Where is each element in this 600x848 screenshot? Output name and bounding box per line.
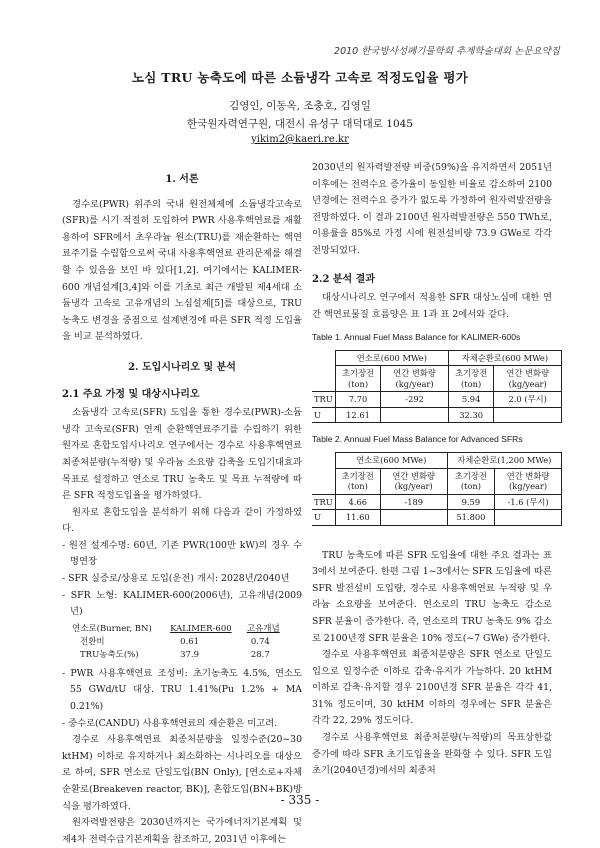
section-2-2-heading: 2.2 분석 결과 [312,273,376,285]
table-cell: 자체순환로(1,200 MWe) [447,453,561,469]
table-cell: 37.9 [180,649,200,660]
reactor-type-table [70,623,288,662]
table-cell [381,407,449,423]
table-cell: 고유개념 [246,623,280,634]
section-2-heading: 2. 도입시나리오 및 분석 [128,361,236,373]
table-cell [312,366,335,392]
table-cell: 4.66 [335,494,380,510]
table-cell: 0.74 [250,636,270,647]
section-2-1-paragraph-2: 원자로 혼합도입을 분석하기 위해 다음과 같이 가정하였다. [62,506,302,535]
section-2-1-paragraph-4: 원자력발전량은 2030년까지는 국가에너지기본계획 및 제4차 전력수급기본계획을 참조하고, 2031년 이후에는 [62,817,302,845]
table-1-caption: Table 1. Annual Fuel Mass Balance for KALIMER-600s [312,332,521,343]
table-cell: TRU [312,494,335,510]
section-2-1-heading: 2.1 주요 가정 및 대상시나리오 [62,388,200,400]
table-row [312,453,562,469]
author-list: 김영인, 이동옥, 조충호, 김영일 [229,100,371,112]
table-cell: 초기장전 (ton) [335,468,380,494]
table-cell [380,510,447,526]
table-cell [495,510,562,526]
table-cell: 2.0 (무시) [494,392,562,408]
section-1-paragraph: 경수로(PWR) 위주의 국내 원전체제에 소듐냉각고속로(SFR)를 시기 적절히 도입하여 PWR 사용후핵연료를 재활용하여 SFR에서 초우라늄 원소(TRU)를 재순환하는 핵연료주기를 수립함으로써 국내 사용후핵연료 관리문제를 해결할 수 있음을 보인 바 있다[1,2]. 여기에서는 KALIMER-600 개념설계[3,4]와 이를 기초로 최근 개발된 제4세대 소듐냉각 고속로 고유개념의 노심설계[5]를 대상으로, TRU 농축도 변경을 중점으로 설계변경에 따른 SFR 적정 도입율을 비교 분석하였다. [62,198,302,343]
table-cell: 5.94 [448,392,494,408]
table-cell: 연간 변화량 (kg/year) [494,366,562,392]
table-row [312,510,562,526]
paper-title: 노심 TRU 농축도에 따른 소듐냉각 고속로 적정도입율 평가 [131,70,469,85]
affiliation: 한국원자력연구원, 대전시 유성구 대덕대로 1045 [187,118,413,130]
table-row [312,407,562,423]
table-cell: -189 [380,494,447,510]
page-number: - 335 - [280,793,320,807]
table-cell: 연소로(Burner, BN) [72,623,152,634]
table-cell: 9.59 [447,494,495,510]
table-cell: 초기장전 (ton) [335,366,381,392]
section-2-1-paragraph-1: 소듐냉각 고속로(SFR) 도입을 통한 경수로(PWR)-소듐냉각 고속로(SFR) 연계 순환핵연료주기를 수립하기 위한 원자로 혼합도입시나리오 연구에서는 경수로 사용후핵연료 최종처분량(누적량) 및 우라늄 소요량 감축을 도입기대효과 목표로 설정하고 연소로 TRU 농축도 및 목표 누적량에 따른 SFR 적정도입율을 평가하였다. [62,407,302,502]
table-cell [312,468,335,494]
email-line [0,134,600,145]
table-cell: TRU농축도(%) [80,649,139,660]
assumption-item: - 중수로(CANDU) 사용후핵연료의 재순환은 미고려. [62,717,278,729]
table-cell: -1.6 (무시) [495,494,562,510]
right-column [312,160,552,780]
table-row [312,366,562,392]
table-row [312,350,562,366]
table-row [70,623,288,636]
table-cell: 11.60 [335,510,380,526]
table-cell: 전환비 [80,636,105,647]
table-cell: 자체순환로(600 MWe) [448,350,561,366]
section-1-heading: 1. 서론 [165,174,199,185]
section-2-1-paragraph-3: 경수로 사용후핵연료 최종처분량을 일정수준(20~30 ktHM) 이하로 유지하거나 최소화하는 시나리오를 대상으로 하여, SFR 연소로 단일도입(BN Only), [연소로+자체순환로(Breakeven reactor, BK)], 혼합도입(BN+BK)방식을 평가하였다. [62,734,302,812]
table-cell: U [312,510,335,526]
table-2-caption: Table 2. Annual Fuel Mass Balance for Advanced SFRs [312,434,523,445]
table-cell: 연간 변화량 (kg/year) [380,468,447,494]
table-cell: 12.61 [335,407,381,423]
table-row [312,392,562,408]
table-cell: 초기장전 (ton) [448,366,494,392]
table-cell [312,350,335,366]
table-row [70,649,288,662]
table-cell: U [312,407,335,423]
assumption-item: - PWR 사용후핵연료 조성비: 초기농축도 4.5%, 연소도 55 GWd/tU 대상. TRU 1.41%(Pu 1.2% + MA 0.21%) [62,667,302,713]
email-link[interactable]: yikim2@kaeri.re.kr [251,134,349,145]
assumption-item: - 원전 설계수명: 60년, 기존 PWR(100만 kW)의 경우 수명연장 [62,539,302,568]
table-cell: -292 [381,392,449,408]
table-cell: 초기장전 (ton) [447,468,495,494]
table-cell: 7.70 [335,392,381,408]
assumption-item: - SFR 노형: KALIMER-600(2006년), 고유개념(2009년) [62,589,302,618]
table-cell [312,453,335,469]
table-cell [494,407,562,423]
right-paragraph-2: TRU 농축도에 따른 SFR 도입율에 대한 주요 결과는 표 3에서 보여준다. 한편 그림 1~3에서는 SFR 도입율에 따른 SFR 발전설비 도입량, 경수로 사용후핵연료 누적량 및 우라늄 소요량을 보여준다. 연소로의 TRU 농축도 감소로 SFR 분율이 증가한다. 즉, 연소로의 TRU 농축도 9% 감소로 2100년경 SFR 분율은 10% 정도(~7 GWe) 증가한다. [312,549,552,644]
right-paragraph-1: 2030년의 원자력발전량 비중(59%)을 유지하면서 2051년 이후에는 전력수요 증가율이 동일한 비율로 감소하여 2100년경에는 전력수요 증가가 없도록 가정하여 원자력발전량을 전망하였다. 이 결과 2100년 원자력발전량은 550 TWh로, 이용률을 85%로 가정 시에 원전설비량 73.9 GWe로 각각 전망되었다. [312,162,552,256]
table-1 [312,350,562,424]
table-cell: 연간 변화량 (kg/year) [381,366,449,392]
left-column [62,158,302,848]
right-paragraph-4: 경수로 사용후핵연료 최종처분량(누적량)의 목표상한값 증가에 따라 SFR 초기도입율을 완화할 수 있다. SFR 도입 초기(2040년경)에서의 최종처 [312,732,552,777]
table-2 [312,452,562,526]
table-cell: 연소로(600 MWe) [335,350,448,366]
table-row [312,468,562,494]
table-cell: 51.800 [447,510,495,526]
table-cell: 28.7 [250,649,270,660]
table-row [312,494,562,510]
table-cell: 연소로(600 MWe) [335,453,447,469]
table-row [70,636,288,649]
conference-header: 2010 한국방사성폐기물학회 추계학술대회 논문요약집 [334,46,560,57]
table-cell: 32.30 [448,407,494,423]
right-paragraph-3: 경수로 사용후핵연료 최종처분량은 SFR 연소로 단일도입으로 일정수준 이하로 감축·유지가 가능하다. 20 ktHM 이하로 감축·유지할 경우 2100년경 SFR 분율은 각각 41, 31% 정도이며, 30 ktHM 이하의 경우에는 SFR 분율은 각각 22, 29% 정도이다. [312,649,552,727]
table-cell: TRU [312,392,335,408]
table-cell: 연간 변화량 (kg/year) [495,468,562,494]
table-cell: KALIMER-600 [170,623,232,634]
section-2-2-paragraph-1: 대상시나리오 연구에서 적용한 SFR 대상노심에 대한 연간 핵연료물질 흐름양은 표 1과 표 2에서와 같다. [312,292,552,320]
table-cell: 0.61 [180,636,200,647]
assumption-item: - SFR 실증로/상용로 도입(운전) 개시: 2028년/2040년 [62,573,290,585]
